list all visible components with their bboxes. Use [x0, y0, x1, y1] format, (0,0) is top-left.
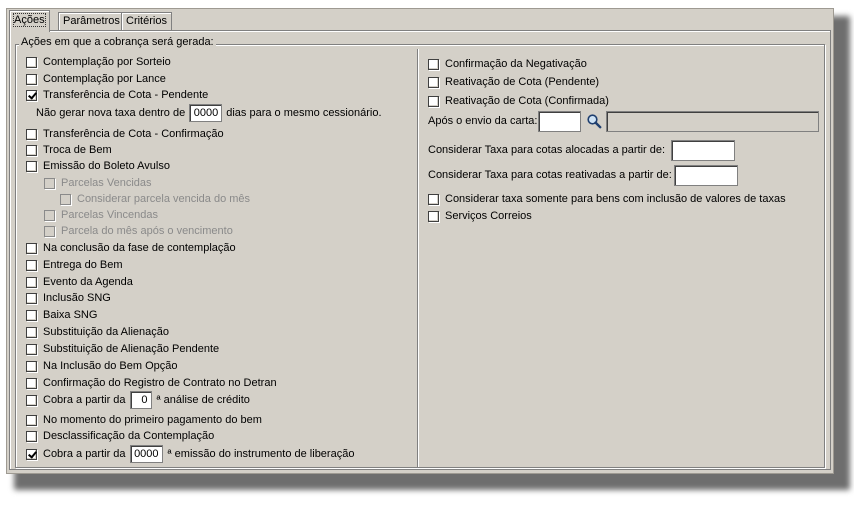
tab-acoes-label: Ações	[14, 14, 45, 26]
checkbox-box[interactable]	[26, 90, 37, 101]
checkbox-box[interactable]	[26, 74, 37, 85]
nao-gerar-suffix: dias para o mesmo cessionário.	[226, 107, 382, 119]
checkbox-label: No momento do primeiro pagamento do bem	[43, 414, 262, 426]
checkbox-label: Reativação de Cota (Confirmada)	[445, 95, 609, 107]
checkbox-label: Substituição de Alienação Pendente	[43, 343, 220, 355]
checkbox-box[interactable]	[26, 129, 37, 140]
checkbox-confirmacao-registro[interactable]	[26, 375, 277, 391]
checkbox-parcelas-vencidas[interactable]	[44, 175, 152, 191]
checkbox-box[interactable]	[428, 211, 439, 222]
checkbox-label: Evento da Agenda	[43, 276, 133, 288]
checkbox-box[interactable]	[26, 145, 37, 156]
checkbox-box[interactable]	[26, 344, 37, 355]
magnifier-icon[interactable]	[586, 113, 602, 129]
checkbox-reativacao-pendente[interactable]	[428, 74, 599, 90]
tab-parametros[interactable]	[58, 12, 125, 30]
checkbox-parcelas-vincendas[interactable]	[44, 207, 158, 223]
checkbox-label: Contemplação por Lance	[43, 73, 166, 85]
checkbox-label: Transferência de Cota - Pendente	[43, 89, 209, 101]
taxa-reativadas-row	[428, 164, 738, 186]
cobra-analise-row	[26, 390, 250, 410]
checkbox-label: Troca de Bem	[43, 144, 112, 156]
taxa-alocadas-label: Considerar Taxa para cotas alocadas a partir de:	[428, 144, 666, 156]
checkbox-box[interactable]	[428, 194, 439, 205]
cobra-analise-prefix: Cobra a partir da	[43, 394, 126, 406]
checkbox-entrega-bem[interactable]	[26, 257, 123, 273]
nao-gerar-prefix: Não gerar nova taxa dentro de	[36, 107, 186, 119]
taxa-reativadas-label: Considerar Taxa para cotas reativadas a partir de:	[428, 169, 672, 181]
tab-criterios-label: Critérios	[126, 15, 167, 27]
checkbox-transferencia-pendente[interactable]	[26, 87, 208, 103]
group-title: Ações em que a cobrança será gerada:	[21, 36, 214, 48]
cobra-analise-suffix: ª análise de crédito	[156, 394, 250, 406]
checkbox-box[interactable]	[26, 361, 37, 372]
checkbox-primeiro-pagamento[interactable]	[26, 412, 262, 428]
cobra-emissao-prefix: Cobra a partir da	[43, 448, 126, 460]
checkbox-parcela-mes[interactable]	[44, 223, 233, 239]
checkbox-box[interactable]	[44, 210, 55, 221]
checkbox-label: Considerar parcela vencida do mês	[77, 193, 251, 205]
nao-gerar-days-input[interactable]: 0000	[189, 104, 222, 122]
checkbox-box[interactable]	[44, 226, 55, 237]
checkbox-box[interactable]	[26, 277, 37, 288]
taxa-reativadas-input[interactable]	[674, 165, 738, 186]
checkbox-inclusao-sng[interactable]	[26, 290, 111, 306]
checkbox-box[interactable]	[26, 378, 37, 389]
apos-envio-code-input[interactable]	[538, 111, 581, 132]
checkbox-label: Contemplação por Sorteio	[43, 56, 171, 68]
checkbox-box[interactable]	[26, 243, 37, 254]
cobra-emissao-row	[26, 444, 354, 464]
checkbox-taxa-bens[interactable]	[428, 191, 786, 207]
checkbox-box[interactable]	[26, 293, 37, 304]
checkbox-substituicao-pendente[interactable]	[26, 341, 219, 357]
checkbox-label: Baixa SNG	[43, 309, 98, 321]
checkbox-substituicao-alienacao[interactable]	[26, 324, 169, 340]
checkbox-label: Na conclusão da fase de contemplação	[43, 242, 236, 254]
checkbox-cobra-emissao[interactable]	[26, 449, 37, 460]
checkbox-box[interactable]	[26, 260, 37, 271]
checkbox-box[interactable]	[26, 415, 37, 426]
checkbox-desclassificacao[interactable]	[26, 428, 214, 444]
checkbox-box[interactable]	[26, 57, 37, 68]
apos-envio-label: Após o envio da carta:	[428, 115, 538, 127]
checkbox-label: Parcelas Vencidas	[61, 177, 152, 189]
checkbox-label: Inclusão SNG	[43, 292, 111, 304]
checkbox-servicos-correios[interactable]	[428, 208, 532, 224]
settings-window	[6, 8, 834, 474]
checkbox-label: Parcelas Vincendas	[61, 209, 159, 221]
checkbox-label: Transferência de Cota - Confirmação	[43, 128, 224, 140]
checkbox-inclusao-bem-opcao[interactable]	[26, 358, 178, 374]
checkbox-label: Substituição da Alienação	[43, 326, 169, 338]
checkbox-box[interactable]	[26, 431, 37, 442]
cobra-emissao-input[interactable]: 0000	[130, 445, 163, 463]
checkbox-box[interactable]	[428, 96, 439, 107]
checkbox-emissao-boleto[interactable]	[26, 158, 170, 174]
checkbox-box[interactable]	[44, 178, 55, 189]
checkbox-label: Confirmação do Registro de Contrato no Detran	[43, 377, 277, 389]
cobra-analise-input[interactable]: 0	[130, 391, 152, 409]
taxa-alocadas-input[interactable]	[671, 140, 735, 161]
checkbox-evento-agenda[interactable]	[26, 274, 133, 290]
checkbox-box[interactable]	[26, 161, 37, 172]
checkbox-box[interactable]	[428, 59, 439, 70]
checkbox-considerar-parcela[interactable]	[60, 191, 250, 207]
checkbox-label: Na Inclusão do Bem Opção	[43, 360, 178, 372]
apos-envio-row	[428, 110, 819, 132]
cobra-emissao-suffix: ª emissão do instrumento de liberação	[167, 448, 355, 460]
checkbox-box[interactable]	[428, 77, 439, 88]
apos-envio-description-field	[606, 111, 819, 132]
column-divider	[417, 49, 419, 467]
checkbox-contemplacao-lance[interactable]	[26, 71, 166, 87]
tab-panel-acoes	[9, 30, 831, 470]
checkbox-reativacao-confirmada[interactable]	[428, 93, 609, 109]
tab-criterios[interactable]	[121, 12, 172, 30]
checkbox-box[interactable]	[26, 310, 37, 321]
checkbox-label: Considerar taxa somente para bens com inclusão de valores de taxas	[445, 193, 786, 205]
checkbox-contemplacao-sorteio[interactable]	[26, 54, 171, 70]
checkbox-troca-bem[interactable]	[26, 142, 112, 158]
checkbox-label: Entrega do Bem	[43, 259, 123, 271]
checkbox-label: Desclassificação da Contemplação	[43, 430, 215, 442]
checkbox-transferencia-confirmacao[interactable]	[26, 126, 224, 142]
checkbox-label: Parcela do mês após o vencimento	[61, 225, 233, 237]
taxa-alocadas-row	[428, 139, 735, 161]
checkbox-box[interactable]	[60, 194, 71, 205]
checkbox-conclusao-fase[interactable]	[26, 240, 236, 256]
checkbox-label: Emissão do Boleto Avulso	[43, 160, 170, 172]
tab-parametros-label: Parâmetros	[63, 15, 120, 27]
checkbox-label: Reativação de Cota (Pendente)	[445, 76, 600, 88]
tab-acoes[interactable]	[9, 10, 50, 32]
checkbox-label: Serviços Correios	[445, 210, 532, 222]
checkbox-confirmacao-negativacao[interactable]	[428, 56, 587, 72]
checkbox-label: Confirmação da Negativação	[445, 58, 587, 70]
checkbox-cobra-analise[interactable]	[26, 395, 37, 406]
checkbox-baixa-sng[interactable]	[26, 307, 97, 323]
nao-gerar-row	[36, 103, 382, 123]
checkbox-box[interactable]	[26, 327, 37, 338]
